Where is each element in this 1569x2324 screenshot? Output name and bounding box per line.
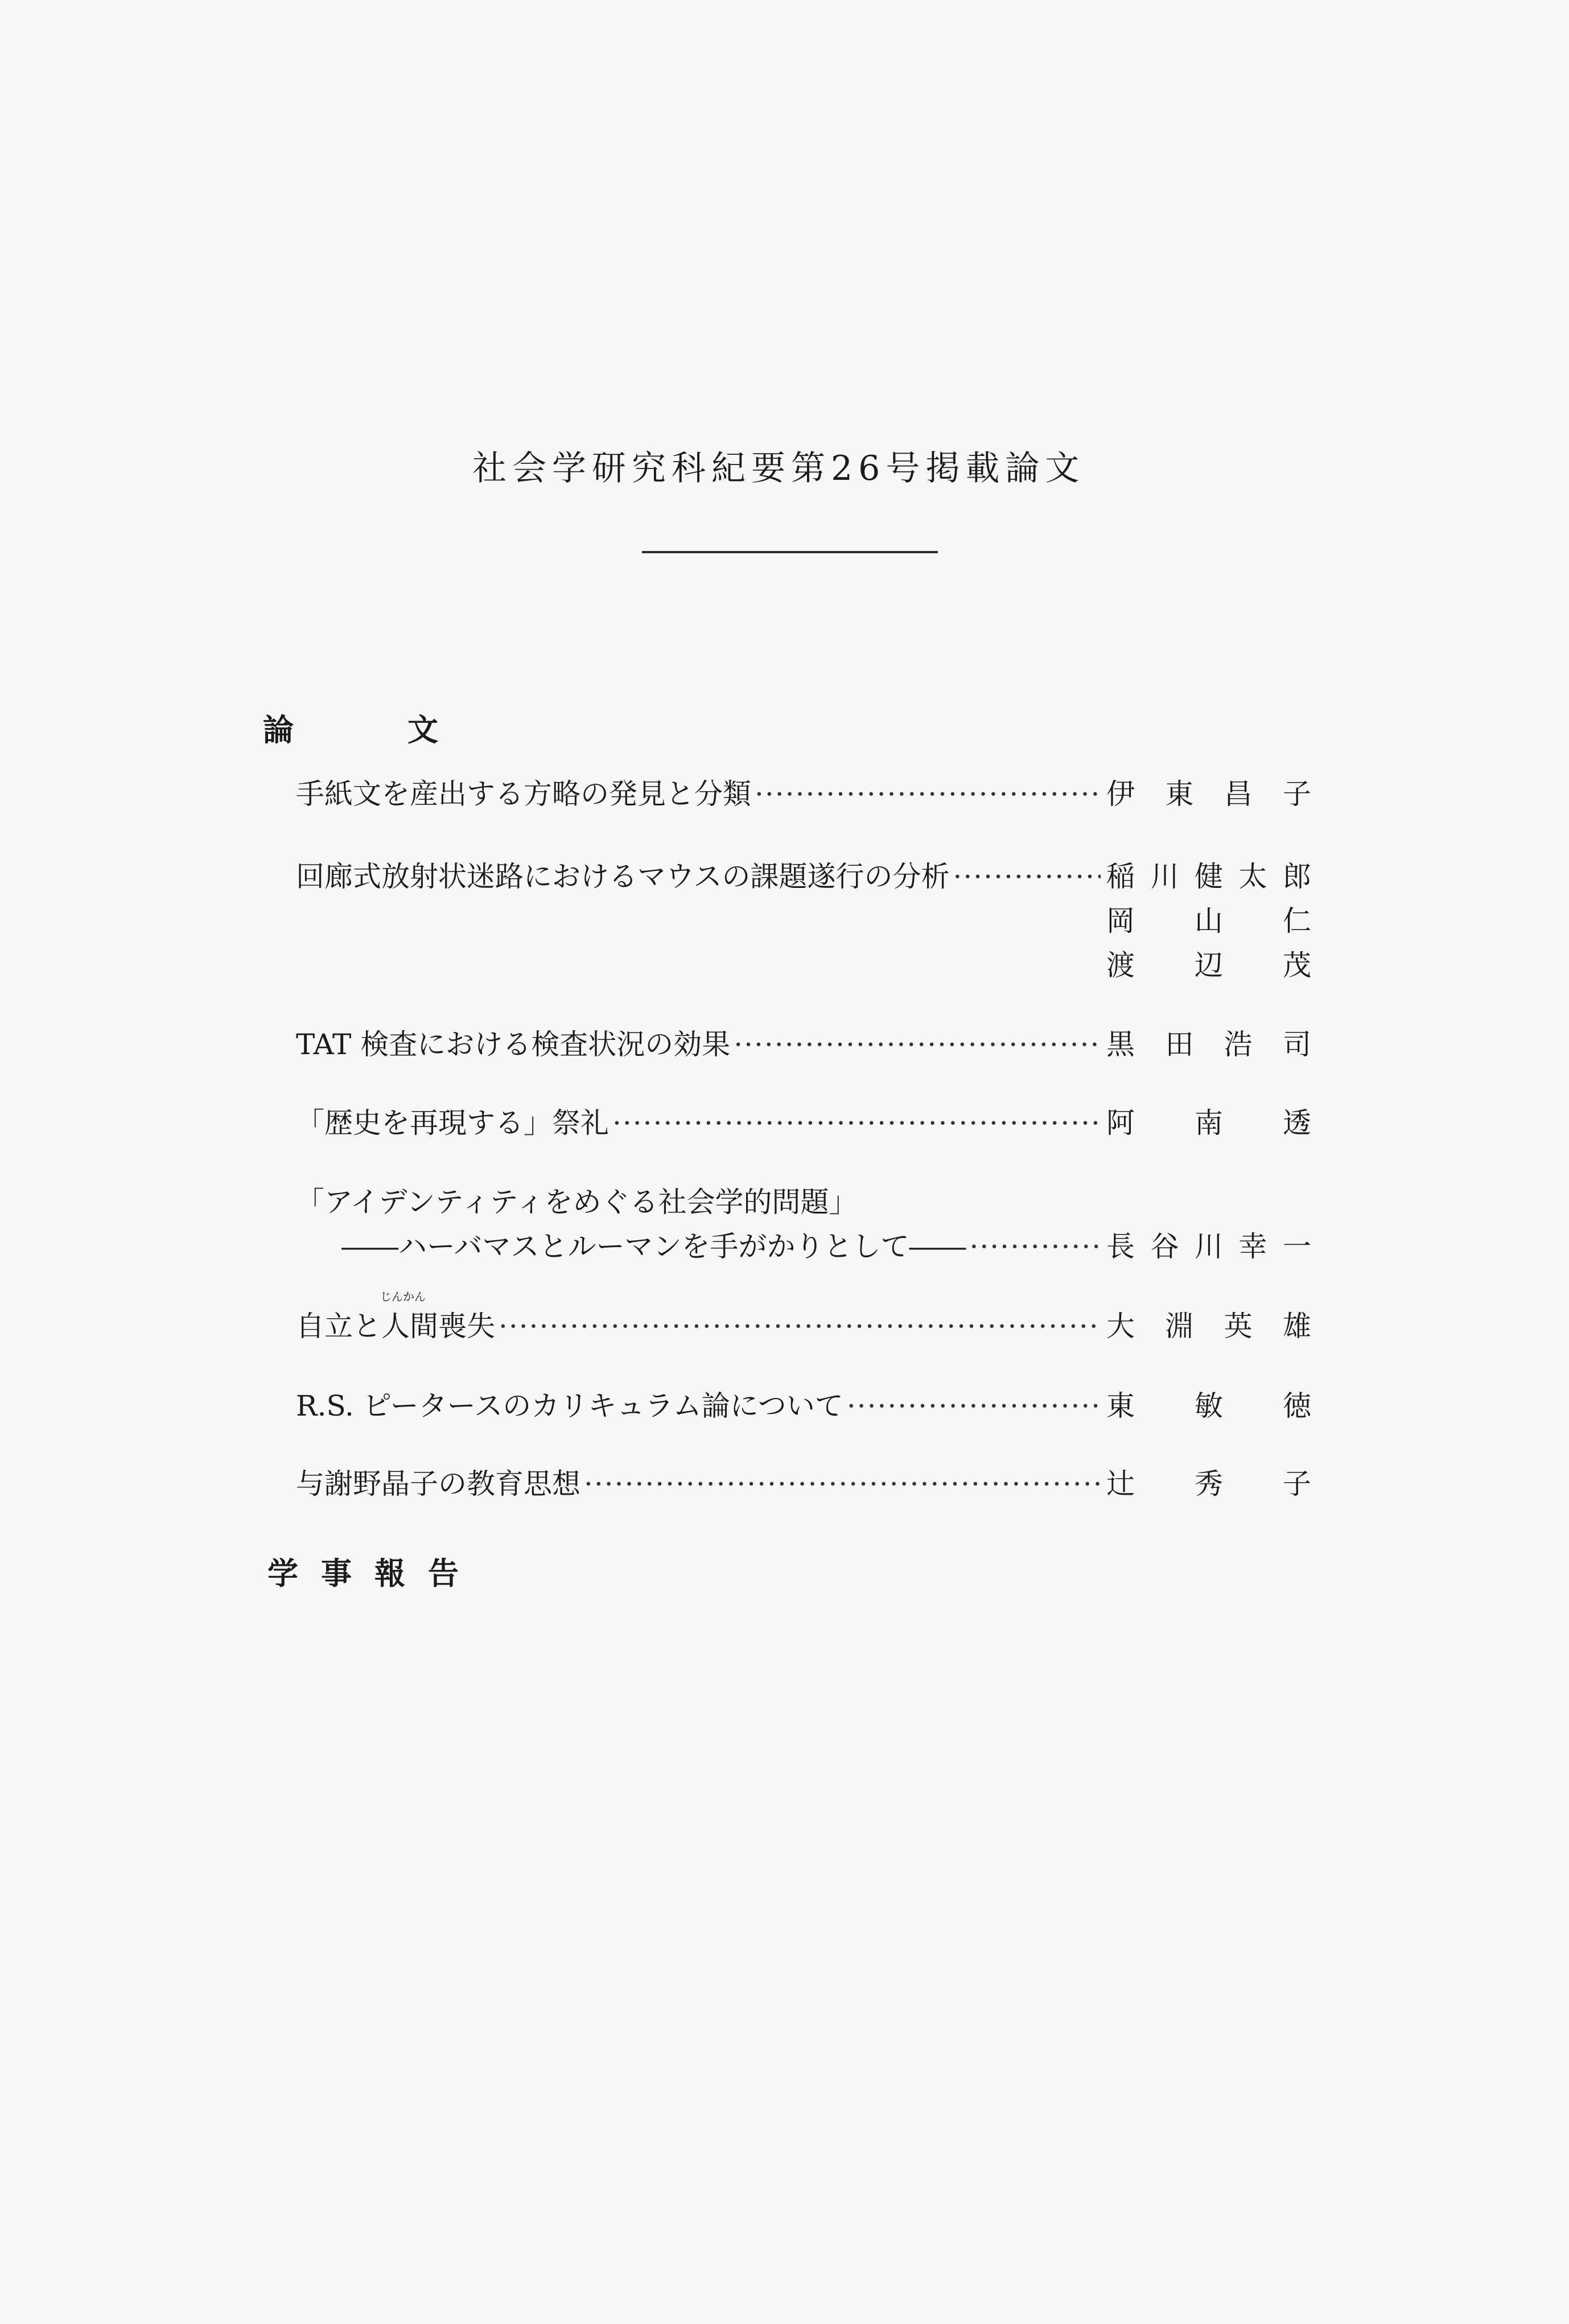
author-char: 雄 (1282, 1310, 1311, 1343)
leader-dots (612, 1107, 1101, 1140)
entry-author (1106, 1303, 1311, 1344)
author-char: 長 (1106, 1230, 1135, 1263)
toc-entry (296, 854, 1104, 895)
author-char: 渡 (1106, 949, 1135, 982)
leader-dots (584, 1467, 1101, 1500)
author-char: 阿 (1106, 1107, 1135, 1140)
entry-subtitle: ――ハーバマスとルーマンを手がかりとして―― (341, 1230, 966, 1263)
entry-title: R.S. ピータースのカリキュラム論について (296, 1389, 843, 1422)
entry-author (1106, 1461, 1311, 1502)
entry-author (1106, 1022, 1311, 1063)
author-char: 仁 (1283, 904, 1311, 937)
entry-author (1106, 898, 1311, 939)
author-char: 稲 (1106, 860, 1135, 893)
leader-dots (847, 1389, 1101, 1422)
author-char: 川 (1195, 1230, 1223, 1263)
author-char: 茂 (1283, 949, 1311, 982)
furigana: じんかん (380, 1290, 426, 1303)
author-char: 敏 (1195, 1389, 1223, 1422)
entry-author (1106, 854, 1311, 895)
author-char: 東 (1165, 778, 1194, 811)
author-char: 幸 (1238, 1230, 1267, 1263)
page-title: 社会学研究科紀要第26号掲載論文 (472, 449, 1085, 488)
author-char: 伊 (1106, 778, 1135, 811)
toc-entry (296, 771, 1104, 812)
author-char: 徳 (1283, 1389, 1311, 1422)
author-char: 司 (1282, 1028, 1311, 1061)
author-char: 谷 (1150, 1230, 1179, 1263)
entry-author (1106, 943, 1311, 984)
author-char: 郎 (1283, 860, 1311, 893)
leader-dots (970, 1230, 1101, 1263)
author-char: 透 (1283, 1107, 1311, 1140)
toc-entry-subtitle (341, 1224, 1104, 1265)
toc-entry (296, 1100, 1104, 1141)
leader-dots (734, 1028, 1101, 1061)
author-char: 川 (1150, 860, 1179, 893)
author-char: 浩 (1224, 1028, 1253, 1061)
entry-author (1106, 1383, 1311, 1424)
entry-title: TAT 検査における検査状況の効果 (296, 1028, 731, 1061)
author-char: 健 (1195, 860, 1223, 893)
entry-author (1106, 771, 1311, 812)
section-heading-gakuji: 学事報告 (267, 1555, 481, 1591)
toc-entry (296, 1461, 1104, 1502)
author-char: 山 (1195, 904, 1223, 937)
section-heading-ronbun: 論文 (263, 711, 552, 748)
toc-entry (296, 1303, 1104, 1344)
author-char: 辻 (1106, 1467, 1135, 1500)
author-char: 東 (1106, 1389, 1135, 1422)
toc-entry (296, 1022, 1104, 1063)
leader-dots (499, 1310, 1101, 1343)
author-char: 田 (1165, 1028, 1194, 1061)
author-char: 淵 (1165, 1310, 1194, 1343)
author-char: 昌 (1224, 778, 1253, 811)
author-char: 秀 (1195, 1467, 1223, 1500)
title-underline (642, 551, 938, 553)
author-char: 黒 (1106, 1028, 1135, 1061)
entry-title: 「歴史を再現する」祭礼 (296, 1107, 609, 1140)
author-char: 一 (1283, 1230, 1311, 1263)
entry-author (1106, 1100, 1311, 1141)
toc-entry (296, 1383, 1104, 1424)
leader-dots (755, 778, 1101, 811)
author-char: 英 (1224, 1310, 1253, 1343)
author-char: 子 (1283, 1467, 1311, 1500)
entry-title: 与謝野晶子の教育思想 (296, 1467, 580, 1500)
leader-dots (953, 860, 1101, 893)
author-char: 太 (1238, 860, 1267, 893)
entry-title: 手紙文を産出する方略の発見と分類 (296, 778, 751, 811)
entry-title: 回廊式放射状迷路におけるマウスの課題遂行の分析 (296, 860, 950, 893)
entry-title: 自立と人間喪失 (296, 1310, 495, 1343)
author-char: 岡 (1106, 904, 1135, 937)
author-char: 子 (1282, 778, 1311, 811)
author-char: 大 (1106, 1310, 1135, 1343)
entry-author (1106, 1224, 1311, 1265)
author-char: 辺 (1195, 949, 1223, 982)
entry-title: 「アイデンティティをめぐる社会学的問題」 (296, 1186, 858, 1219)
author-char: 南 (1195, 1107, 1223, 1140)
